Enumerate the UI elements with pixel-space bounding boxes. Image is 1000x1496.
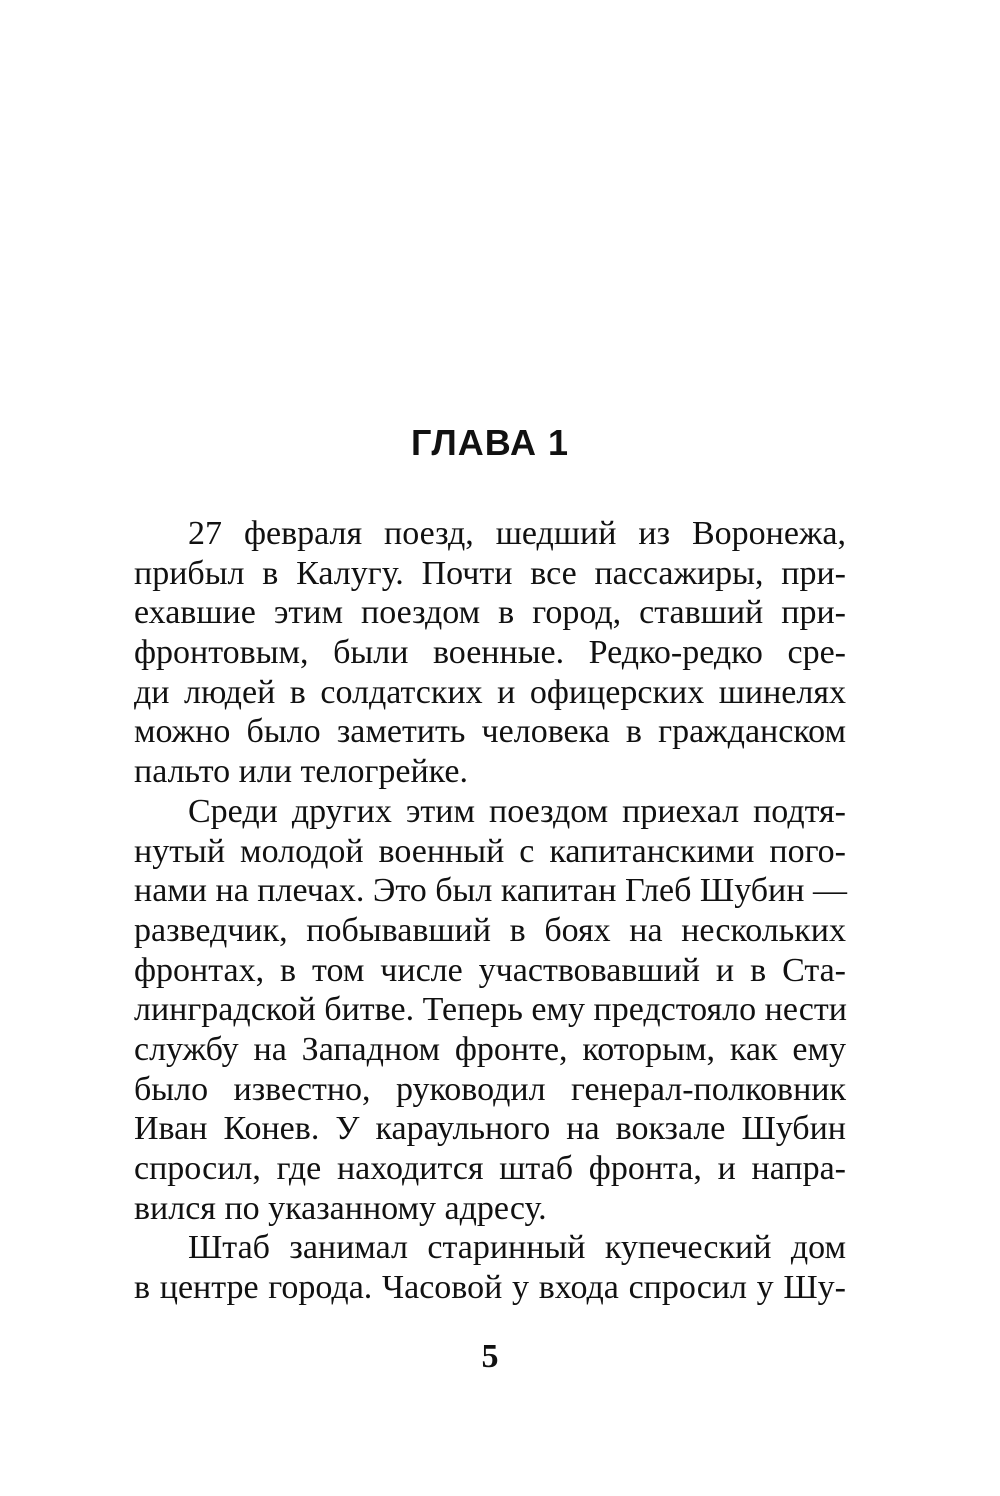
text-line: нами на плечах. Это был капитан Глеб Шубин — <box>134 872 847 910</box>
text-line: в центре города. Часовой у входа спросил у Шу- <box>134 1269 846 1307</box>
text-line: 27 февраля поезд, шедший из Воронежа, <box>188 515 846 552</box>
text-line: ди людей в солдатских и офицерских шинелях <box>134 673 846 711</box>
text-line: фронтах, в том числе участвовавший и в Ста- <box>134 951 846 989</box>
text-line: было известно, руководил генерал-полковник <box>134 1070 846 1108</box>
text-line: службу на Западном фронте, которым, как ему <box>134 1030 846 1068</box>
text-line: вился по указанному адресу. <box>134 1189 547 1227</box>
text-line: фронтовым, были военные. Редко-редко сре- <box>134 634 846 672</box>
text-line: Среди других этим поездом приехал подтя- <box>188 792 846 830</box>
text-line: Штаб занимал старинный купеческий дом <box>188 1229 846 1267</box>
text-line: линградской битве. Теперь ему предстояло нести <box>134 991 847 1029</box>
page-number: 5 <box>481 1338 499 1375</box>
text-line: прибыл в Калугу. Почти все пассажиры, при- <box>134 554 846 592</box>
text-line: ехавшие этим поездом в город, ставший при- <box>134 594 846 632</box>
body-text <box>134 514 846 1308</box>
text-line: спросил, где находится штаб фронта, и напра- <box>134 1150 846 1187</box>
chapter-title: ГЛАВА 1 <box>411 422 569 463</box>
text-line: пальто или телогрейке. <box>134 753 468 791</box>
text-line: можно было заметить человека в гражданском <box>134 713 846 751</box>
text-line: разведчик, побывавший в боях на нескольких <box>134 911 846 949</box>
text-line: нутый молодой военный с капитанскими пого- <box>134 832 846 870</box>
text-line: Иван Конев. У караульного на вокзале Шубин <box>134 1110 846 1148</box>
